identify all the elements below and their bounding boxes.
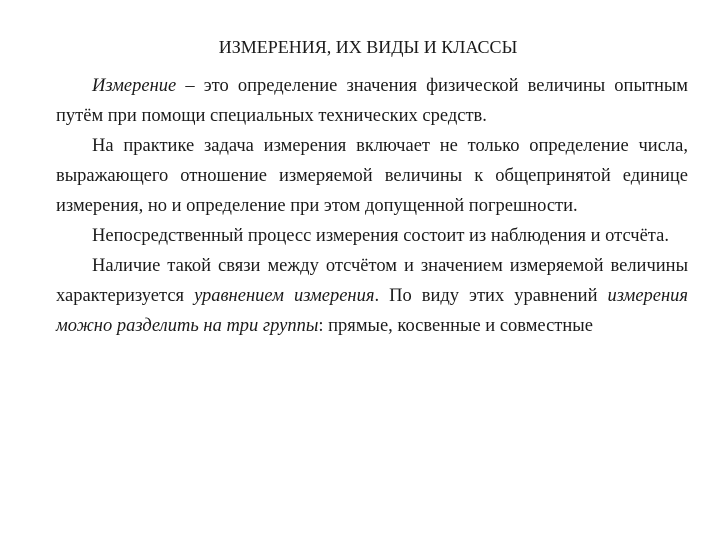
paragraph-definition [56, 71, 688, 131]
document-page [56, 36, 688, 341]
equation-text-e: : прямые, косвенные и совместные [318, 316, 593, 336]
term-measurement: Измерение [92, 76, 177, 96]
equation-text-c: . По виду этих уравнений [374, 286, 608, 306]
term-three-groups: измерения можно разделить на три группы [56, 286, 689, 336]
equation-text-a: Наличие такой связи между отсчётом и значением измеряемой величины характеризуется [56, 256, 688, 306]
page-title: ИЗМЕРЕНИЯ, ИХ ВИДЫ И КЛАССЫ [218, 37, 518, 57]
definition-text: – это определение значения физической величины опытным путём при помощи специальных технических средств. [56, 76, 688, 126]
term-measurement-equation: уравнением измерения [194, 286, 375, 306]
paragraph-process: Непосредственный процесс измерения состоит из наблюдения и отсчёта. [92, 226, 669, 246]
paragraph-practice: На практике задача измерения включает не только определение числа, выражающего отношение измеряемой величины к общепринятой единице измерения, но и определение при этом допущенной погрешности. [56, 136, 688, 216]
paragraph-equation [56, 251, 688, 341]
